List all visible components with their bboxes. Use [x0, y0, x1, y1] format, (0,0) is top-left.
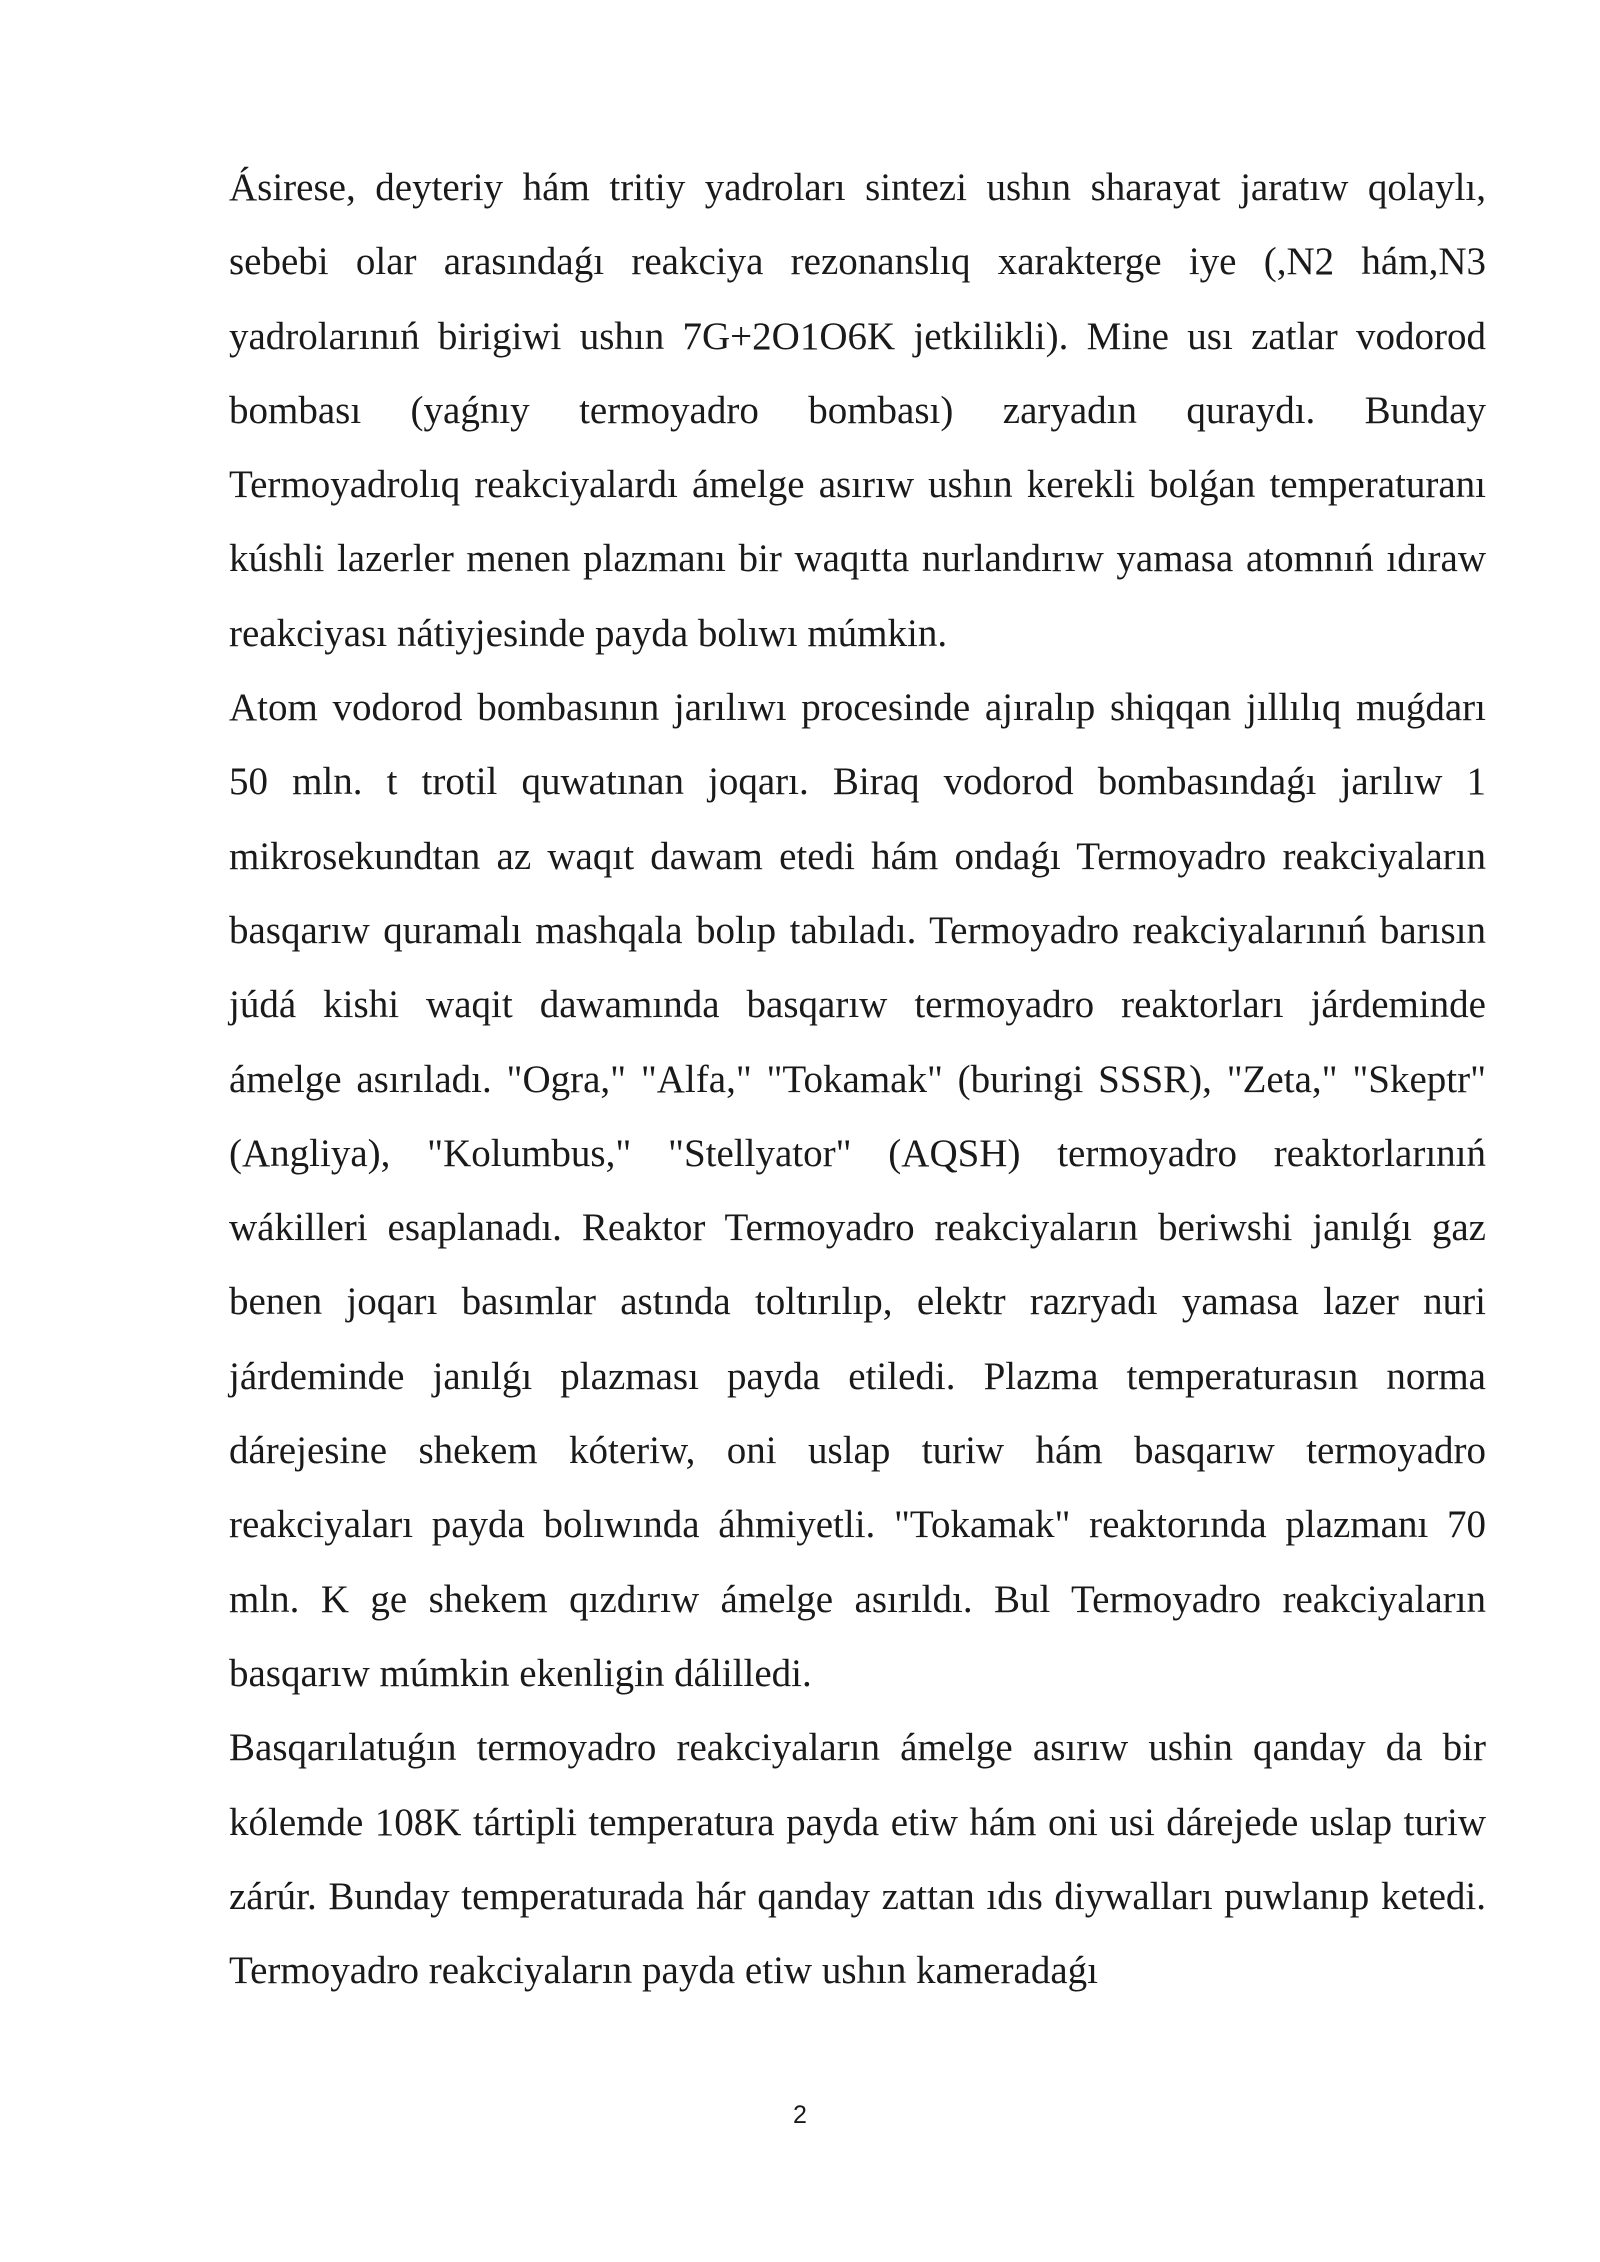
paragraph-1: Ásirese, deyteriy hám tritiy yadroları sintezi ushın sharayat jaratıw qolaylı, sebebi olar arasındaǵı reakciya rezonanslıq xarakterge iye (,N2 hám,N3 yadrolarınıń birigiwi ushın 7G+2O1O6K jetkilikli). Mine usı zatlar vodorod bombası (yaǵnıy termoyadro bombası) zaryadın quraydı. Bunday Termoyadrolıq reakciyalardı ámelge asırıw ushın kerekli bolǵan temperaturanı kúshli lazerler menen plazmanı bir waqıtta nurlandırıw yamasa atomnıń ıdıraw reakciyası nátiyjesinde payda bolıwı múmkin. [229, 166, 1486, 655]
paragraph-2: Atom vodorod bombasının jarılıwı procesinde ajıralıp shiqqan jıllılıq muǵdarı 50 mln. t trotil quwatınan joqarı. Biraq vodorod bombasındaǵı jarılıw 1 mikrosekundtan az waqıt dawam etedi hám ondaǵı Termoyadro reakciyaların basqarıw quramalı mashqala bolıp tabıladı. Termoyadro reakciyalarınıń barısın júdá kishi waqit dawamında basqarıw termoyadro reaktorları járdeminde ámelge asırıladı. "Ogra," "Alfa," "Tokamak" (buringi SSSR), "Zeta," "Skeptr" (Angliya), "Kolumbus," "Stellyator" (AQSH) termoyadro reaktorlarınıń wákilleri esaplanadı. Reaktor Termoyadro reakciyaların beriwshi janılǵı gaz benen joqarı basımlar astında toltırılıp, elektr razryadı yamasa lazer nuri járdeminde janılǵı plazması payda etiledi. Plazma temperaturasın norma dárejesine shekem kóteriw, oni uslap turiw hám basqarıw termoyadro reakciyaları payda bolıwında áhmiyetli. "Tokamak" reaktorında plazmanı 70 mln. K ge shekem qızdırıw ámelge asırıldı. Bul Termoyadro reakciyaların basqarıw múmkin ekenligin dálilledi. [229, 686, 1486, 1695]
paragraph-3: Basqarılatuǵın termoyadro reakciyaların ámelge asırıw ushin qanday da bir kólemde 108K tártipli temperatura payda etiw hám oni usi dárejede uslap turiw zárúr. Bunday temperaturada hár qanday zattan ıdıs diywalları puwlanıp ketedi. Termoyadro reakciyaların payda etiw ushın kameradaǵı [229, 1726, 1486, 1993]
body-text [229, 151, 1486, 2008]
page-number: 2 [793, 2101, 807, 2129]
